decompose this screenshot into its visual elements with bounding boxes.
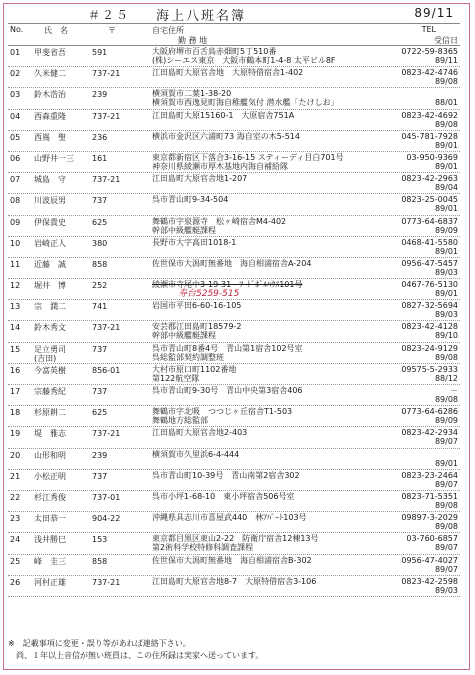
issue-number: ＃２５ (88, 8, 131, 22)
postal-code: 858 (92, 259, 108, 269)
row-number: 04 (10, 111, 21, 121)
member-name: 河村正雄 (34, 577, 66, 587)
home-address: 大村市原口町1102番地 (152, 364, 237, 374)
phone-number: 0823-42-4692 (401, 110, 458, 120)
phone-number: 0823-42-4128 (401, 322, 458, 332)
work-address: 神奈川県綾瀬市厚木基地内海自補給隊 (152, 161, 288, 171)
row-number: 10 (10, 238, 21, 248)
phone-number: 0773-64-6837 (401, 216, 458, 226)
roster-row (8, 512, 460, 533)
received-date: 89/08 (434, 77, 458, 87)
member-name: 杉原耕二 (34, 408, 66, 418)
home-address: 綾瀬市寺尾中3-19-31 ﾌｰﾄﾞﾎﾞﾙﾊｳｽ101号 (152, 280, 303, 290)
home-address: 横須賀市二葉1-38-20 (152, 89, 232, 99)
roster-row (8, 491, 460, 512)
member-name: 太田恭一 (34, 514, 66, 524)
received-date: 89/08 (434, 352, 458, 362)
work-address: 横須賀市西逸見町海自稚艦気付 潜水艦「たけしお」 (152, 98, 339, 108)
row-number: 17 (10, 387, 21, 396)
member-name: 岩崎正人 (34, 238, 66, 248)
postal-code: 737 (92, 196, 108, 206)
postal-code: 737-21 (92, 323, 121, 333)
row-number: 21 (10, 471, 21, 481)
header-received-date: 受信日 (434, 36, 458, 45)
member-name: 鈴木秀文 (34, 323, 66, 333)
roster-row (8, 88, 460, 109)
row-number: 26 (10, 577, 21, 587)
roster-row (8, 110, 460, 131)
received-date: 89/03 (434, 310, 458, 320)
home-address: 長野市大字高田1018-1 (152, 237, 237, 247)
roster-row (8, 67, 460, 88)
home-address: 江田島町大原官舎地8-7 大原特借宿舎3-106 (152, 576, 317, 586)
home-address: 東京都目黒区東山2-22 防衛庁宿舎12棟13号 (152, 534, 319, 544)
phone-number: 0956-47-5457 (401, 258, 458, 268)
phone-number: 0823-23-2464 (401, 470, 458, 480)
phone-number: 0823-42-2963 (401, 174, 458, 184)
title-row (8, 5, 460, 23)
work-address: 幹部中級艦艇課程 (152, 225, 216, 235)
postal-code: 737 (92, 471, 108, 481)
phone-number: 03-950-9369 (406, 152, 458, 162)
phone-number: 09897-3-2029 (401, 513, 458, 523)
row-number: 18 (10, 408, 21, 418)
column-header (8, 23, 460, 46)
row-number: 25 (10, 556, 21, 566)
member-name: 伊保貴史 (34, 217, 66, 227)
row-number: 14 (10, 323, 21, 333)
phone-number: 0722-59-8365 (401, 47, 458, 56)
received-date: 88/01 (434, 98, 458, 108)
row-number: 24 (10, 535, 21, 545)
work-address: (株)シーエス東京 大阪市鶴本町1-4-8 太平ビル8F (152, 56, 336, 65)
roster-row (8, 216, 460, 237)
received-date: 89/01 (434, 161, 458, 171)
roster-row (8, 449, 460, 470)
received-date: 89/07 (434, 543, 458, 553)
member-name: 宗 潤二 (34, 302, 66, 312)
postal-code: 904-22 (92, 514, 121, 524)
header-home-address: 自宅住所 (152, 26, 184, 35)
roster-row (8, 343, 460, 364)
footer-note (8, 638, 263, 662)
phone-number: 0823-24-9129 (401, 343, 458, 353)
row-number: 22 (10, 492, 21, 502)
row-number: 02 (10, 69, 21, 79)
row-number: 03 (10, 90, 21, 100)
received-date: 89/09 (434, 225, 458, 235)
roster-document (8, 5, 460, 665)
member-name: 山野井一三 (34, 153, 74, 163)
work-address: 舞鶴地方総監部 (152, 416, 208, 426)
member-name: 堀井 博 (34, 281, 66, 291)
received-date: 89/01 (434, 140, 458, 150)
member-name: 宗藤秀紀 (34, 387, 66, 396)
home-address: 呉市青山町9-34-504 (152, 195, 229, 205)
roster-row (8, 321, 460, 342)
postal-code: 239 (92, 90, 108, 100)
row-number: 01 (10, 48, 21, 57)
postal-code: 737-21 (92, 111, 121, 121)
postal-code: 858 (92, 556, 108, 566)
footer-line-1: ※ 記載事項に変更・誤り等があれば連絡下さい。 (8, 639, 191, 648)
phone-number: 0468-41-5580 (401, 237, 458, 247)
phone-number: 045-781-7928 (401, 131, 458, 141)
roster-row (8, 385, 460, 406)
phone-number: 0823-25-0045 (401, 195, 458, 205)
header-tel: TEL (421, 25, 436, 34)
received-date: 89/01 (434, 458, 458, 468)
home-address: 安芸郡江田島町18579-2 (152, 322, 242, 332)
received-date: 89/07 (434, 437, 458, 447)
roster-row (8, 173, 460, 194)
roster-row (8, 194, 460, 215)
roster-row (8, 279, 460, 300)
home-address: 佐世保市大潟町無番地 海自相浦宿舎B-302 (152, 555, 312, 565)
member-name: 山形和明 (34, 450, 66, 460)
postal-code: 236 (92, 132, 108, 142)
member-name: 今富英樹 (34, 365, 66, 375)
home-address: 江田島町大原官舎地2-403 (152, 428, 248, 438)
row-number: 16 (10, 365, 21, 375)
header-no: No. (10, 25, 24, 34)
roster-row (8, 152, 460, 173)
home-address: 大阪府堺市百舌鳥赤畑町5丁510番 (152, 47, 277, 56)
home-address: 江田島町大原官舎地 大原特借宿舎1-402 (152, 68, 304, 78)
row-number: 06 (10, 153, 21, 163)
postal-code: 239 (92, 450, 108, 460)
member-name: 川波辰男 (34, 196, 66, 206)
phone-number: 03-760-6857 (406, 534, 458, 544)
header-work-location: 勤 務 地 (178, 36, 208, 45)
roster-row (8, 258, 460, 279)
phone-number: 0823-42-2598 (401, 576, 458, 586)
received-date: 89/01 (434, 289, 458, 299)
member-name: 近藤 誠 (34, 259, 66, 269)
home-address: 横須賀市久里浜6-4-444 (152, 449, 240, 459)
home-address: 横浜市金沢区六浦町73 海自室の木5-514 (152, 131, 300, 141)
home-address: 舞鶴市字北吸 つつじヶ丘宿舎T1-503 (152, 407, 293, 417)
phone-number: 0956-47-4027 (401, 555, 458, 565)
postal-code: 252 (92, 281, 108, 291)
home-address: 呉市青山町9-30号 青山中央第3宿舎406 (152, 386, 303, 395)
received-date: 89/04 (434, 183, 458, 193)
postal-code: 737-21 (92, 69, 121, 79)
roster-row (8, 406, 460, 427)
phone-number: 0823-42-4746 (401, 68, 458, 78)
phone-number: 0773-64-6286 (401, 407, 458, 417)
row-number: 12 (10, 281, 21, 291)
roster-row (8, 576, 460, 597)
row-number: 23 (10, 514, 21, 524)
received-date: 89/01 (434, 204, 458, 214)
home-address: 舞鶴市字泉源寺 松ヶ崎宿舎M4-402 (152, 216, 287, 226)
member-name: 久米健二 (34, 69, 66, 79)
member-name: 小松正明 (34, 471, 66, 481)
home-address: 沖縄県具志川市喜屋武440 林ｱﾊﾟｰﾄ103号 (152, 513, 307, 523)
roster-row (8, 533, 460, 554)
row-number: 15 (10, 344, 21, 354)
postal-code: 625 (92, 408, 108, 418)
phone-number: 09575-5-2933 (401, 364, 458, 374)
postal-code: 737-21 (92, 175, 121, 185)
received-date: 89/08 (434, 395, 458, 404)
work-address: 呉総監部契約調整班 (152, 352, 224, 362)
row-number: 09 (10, 217, 21, 227)
received-date: 89/07 (434, 479, 458, 489)
postal-code: 161 (92, 153, 108, 163)
row-number: 19 (10, 429, 21, 439)
roster-row (8, 555, 460, 576)
member-name: 浅井勝巳 (34, 535, 66, 545)
work-address: 幹部中級艦艇課程 (152, 331, 216, 341)
phone-number: 0467-76-5130 (401, 280, 458, 290)
received-date: 89/08 (434, 500, 458, 510)
row-number: 11 (10, 259, 21, 269)
roster-row (8, 46, 460, 67)
home-address: 江田島町大原15160-1 大原宿舎751A (152, 110, 295, 120)
received-date: 89/01 (434, 246, 458, 256)
issue-date: 89/11 (414, 6, 454, 20)
member-name: 西嶌 聖 (34, 132, 66, 142)
header-zip: 〒 (108, 26, 116, 35)
member-name: 杉江秀俊 (34, 492, 66, 502)
phone-number: 0827-32-5694 (401, 301, 458, 311)
home-address: 呉市青山町8番4号 青山第1宿舎102号室 (152, 343, 303, 353)
received-date: 89/07 (434, 564, 458, 574)
work-address: 第122航空隊 (152, 373, 200, 383)
home-address: 岩国市平田6-60-16-105 (152, 301, 242, 311)
roster-row (8, 364, 460, 385)
member-name: 峰 圭三 (34, 556, 66, 566)
row-number: 08 (10, 196, 21, 206)
phone-number: － (450, 386, 458, 395)
received-date: 88/12 (434, 373, 458, 383)
postal-code: 737-21 (92, 429, 121, 439)
postal-code: 737-21 (92, 577, 121, 587)
postal-code: 153 (92, 535, 108, 545)
footer-line-2: 尚、１年以上音信が無い班員は、この住所録は実家へ送っています。 (8, 651, 264, 660)
member-name: 城島 守 (34, 175, 66, 185)
header-name: 氏 名 (44, 26, 68, 35)
home-address: 江田島町大原官舎地1-207 (152, 174, 248, 184)
member-name: 甲斐省吾 (34, 48, 66, 57)
home-address: 呉市小坪1-68-10 東小坪宿舎506号室 (152, 491, 295, 501)
postal-code: 380 (92, 238, 108, 248)
phone-number: 0823-71-5351 (401, 491, 458, 501)
member-name: 足立勇司 (34, 344, 66, 354)
roster-row (8, 470, 460, 491)
document-title: 海上八班名簿 (156, 9, 247, 24)
postal-code: 625 (92, 217, 108, 227)
roster-row (8, 300, 460, 321)
work-address: 第2術科学校特修科調査課程 (152, 543, 254, 553)
member-name: 鈴木浩治 (34, 90, 66, 100)
member-name: 西森重隆 (34, 111, 66, 121)
postal-code: 741 (92, 302, 108, 312)
home-address: 呉市青山町10-39号 青山南第2宿舎302 (152, 470, 300, 480)
postal-code: 591 (92, 48, 108, 57)
postal-code: 737 (92, 344, 108, 354)
roster-row (8, 131, 460, 152)
received-date: 89/08 (434, 522, 458, 532)
received-date: 89/09 (434, 416, 458, 426)
received-date: 89/03 (434, 585, 458, 595)
received-date: 89/10 (434, 331, 458, 341)
member-former-name: (吉田) (34, 353, 57, 363)
postal-code: 737-01 (92, 492, 121, 502)
roster-row (8, 427, 460, 448)
row-number: 13 (10, 302, 21, 312)
received-date: 89/03 (434, 267, 458, 277)
roster-row (8, 237, 460, 258)
received-date: 89/11 (434, 56, 458, 65)
handwritten-correction: 寿台5259-515 (178, 289, 240, 300)
roster-rows (8, 46, 460, 597)
home-address: 東京都新宿区下落合3-16-15 スティーディ目白701号 (152, 152, 344, 162)
row-number: 05 (10, 132, 21, 142)
row-number: 20 (10, 450, 21, 460)
home-address: 佐世保市大潟町無番地 海自相浦宿舎A-204 (152, 258, 312, 268)
postal-code: 737 (92, 387, 108, 396)
member-name: 堤 雅志 (34, 429, 66, 439)
postal-code: 856-01 (92, 365, 121, 375)
received-date: 89/08 (434, 119, 458, 129)
row-number: 07 (10, 175, 21, 185)
phone-number: 0823-42-2934 (401, 428, 458, 438)
